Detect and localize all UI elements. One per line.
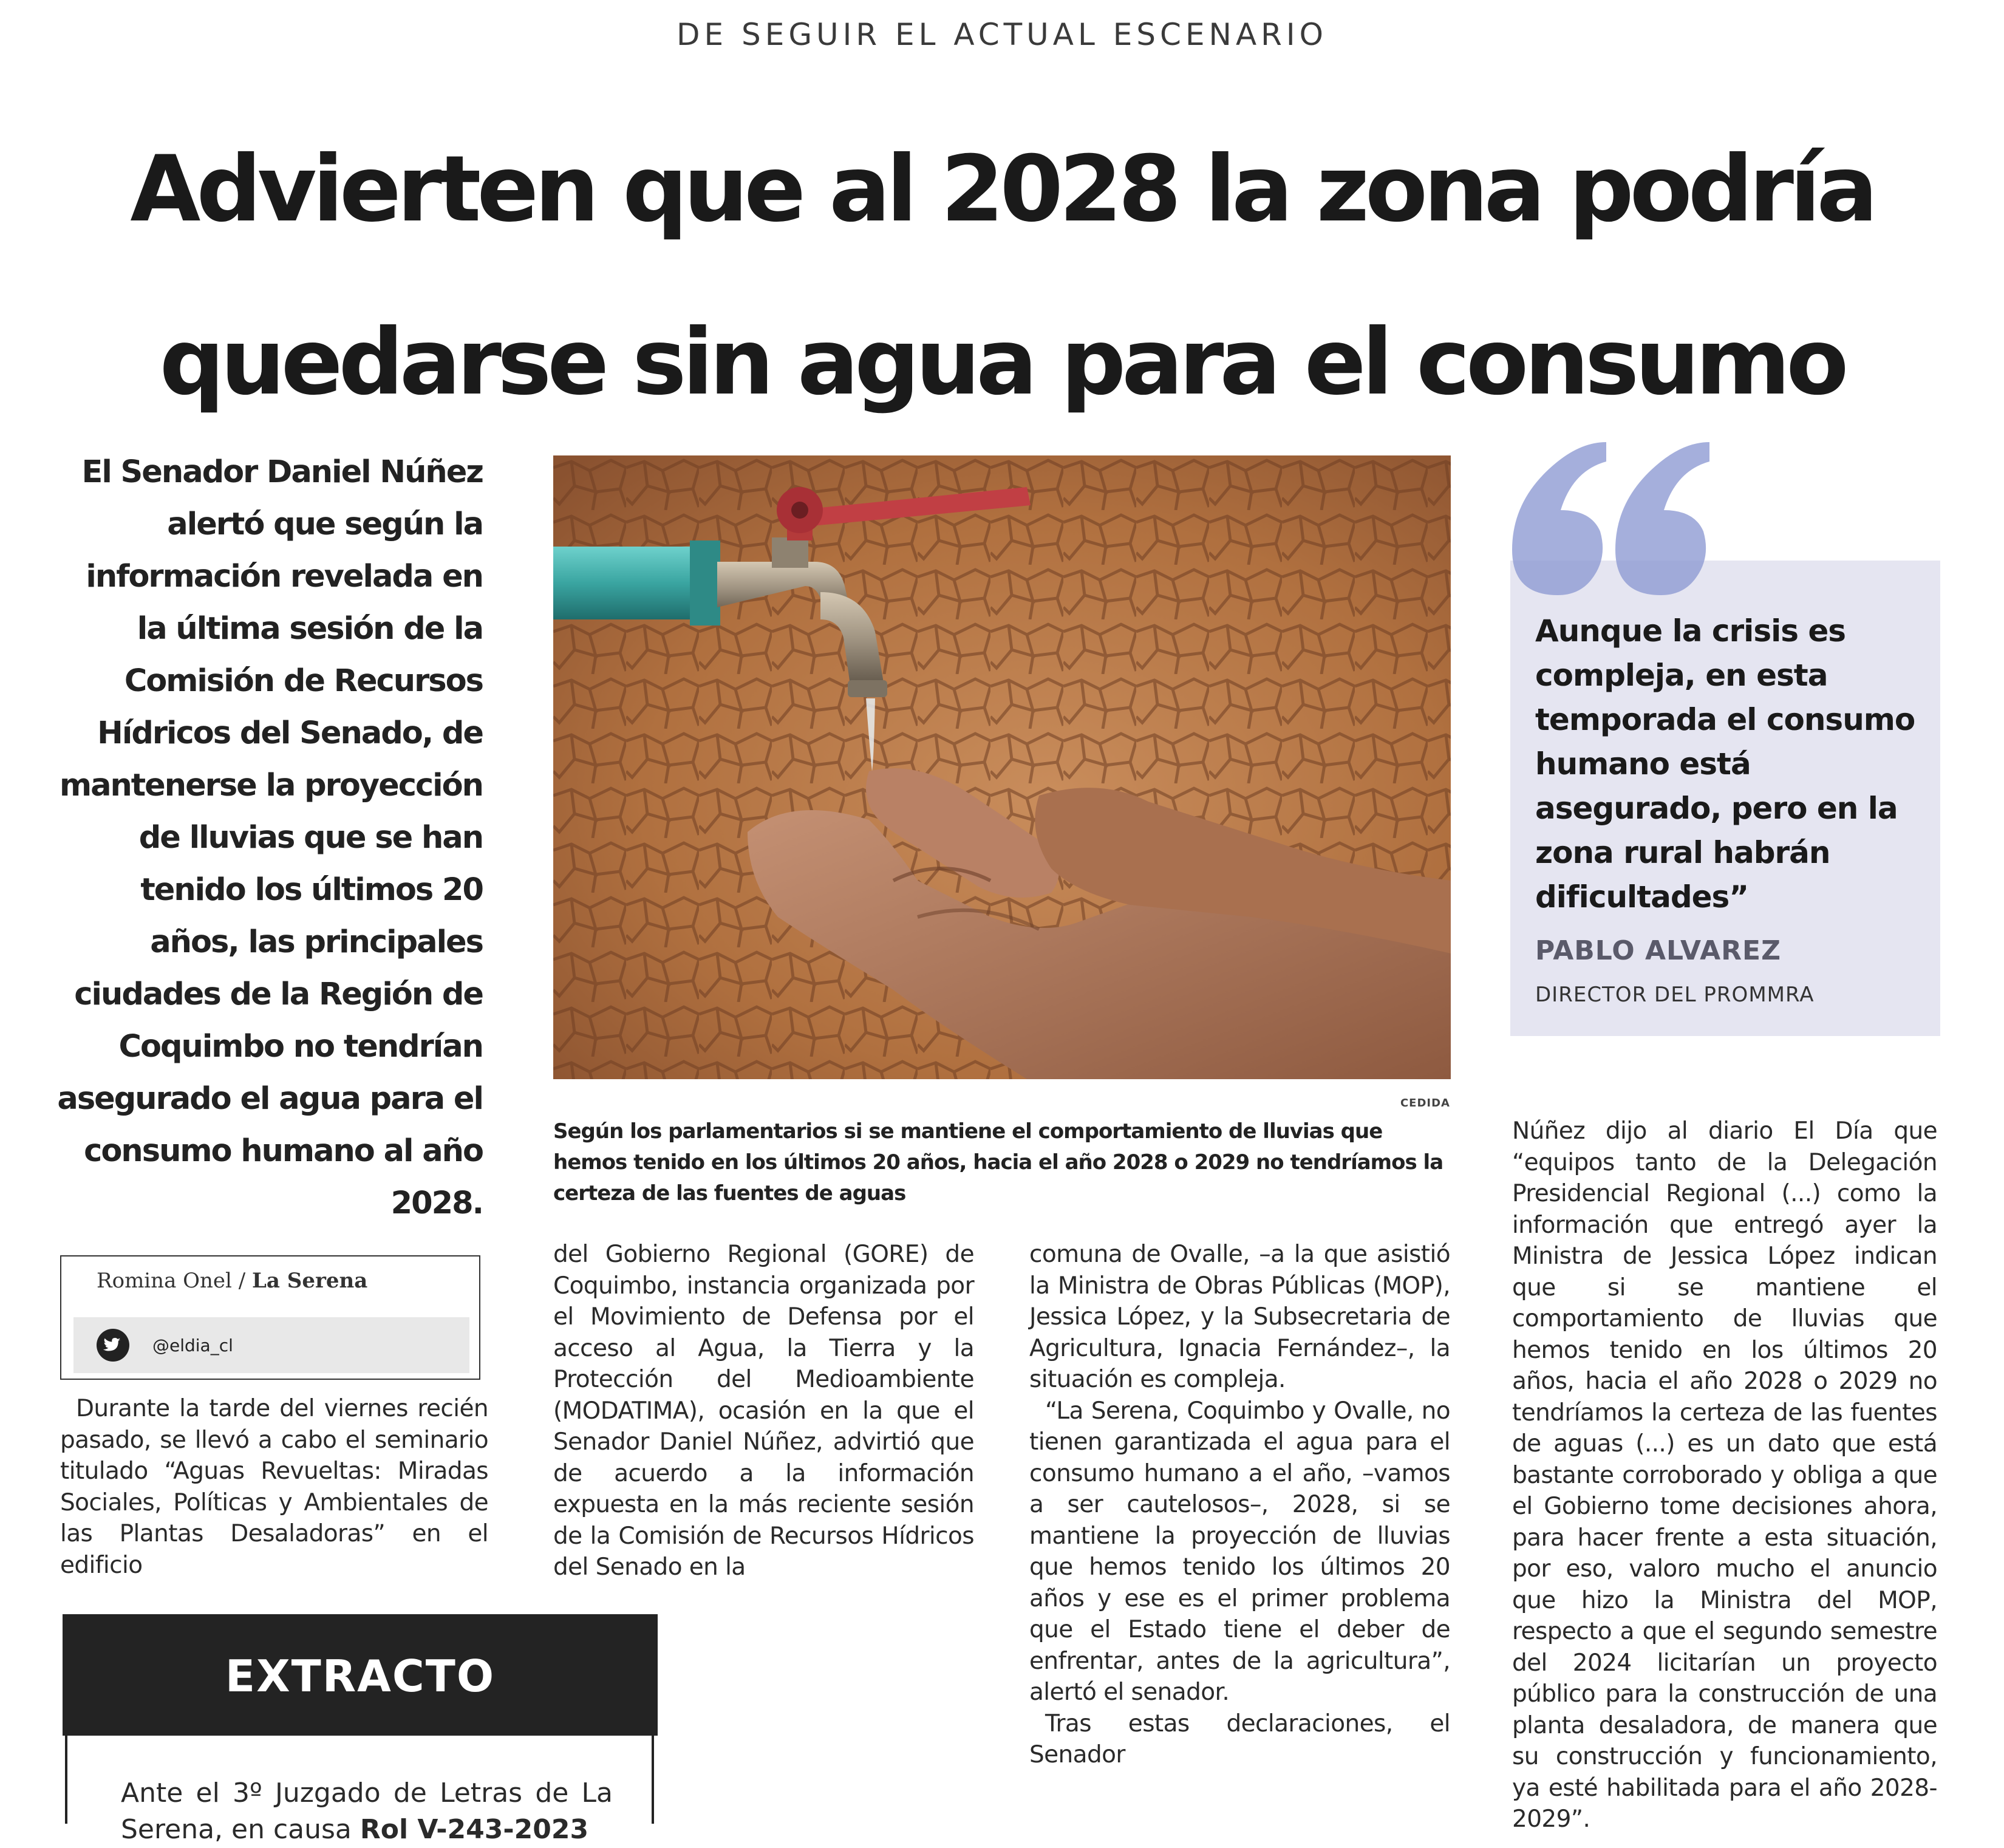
social-handle[interactable]: @eldia_cl [152,1335,233,1355]
body-paragraph: Núñez dijo al diario El Día que “equipos tanto de la Delegación Presidencial Regional (...) como la información que entregó ayer la Ministra de Jessica López indican que si se mantiene el comportamiento de lluvias que hemos tenido en los últimos 20 años, hacia el año 2028 o 2029 no tendríamos la certeza de las fuentes de aguas (...) es un dato que está bastante corroborado y obliga a que el Gobierno tome decisiones ahora, para hacer frente a esta situación, por eso, valoro mucho el anuncio que hizo la Ministra del MOP, respecto a que el segundo semestre del 2024 licitarían un proyecto público para la construcción de una planta desaladora, de manera que su construcción y funcionamiento, ya esté habilitada para el año 2028-2029”. [1512,1117,1937,1833]
pull-quote-role: DIRECTOR DEL PROMMRA [1535,983,1815,1007]
byline-author-name: Romina Onel / [97,1269,246,1293]
body-paragraph: “La Serena, Coquimbo y Ovalle, no tienen garantizada el agua para el consumo humano a el año, –vamos a ser cautelosos–, 2028, si se mantiene la proyección de lluvias que hemos tenido los últimos 20 años y ese es el primer problema que el Estado tiene el deber de enfrentar, antes de la agricultura”, alertó el senador. [1029,1397,1450,1706]
body-paragraph: comuna de Ovalle, –a la que asistió la Ministra de Obras Públicas (MOP), Jessica López, y la Subsecretaria de Agricultura, Ignacia Fernández–, la situación es compleja. [1029,1241,1450,1393]
byline-location: La Serena [252,1269,368,1293]
body-column-4 [1512,1116,1937,1835]
body-column-1 [60,1393,488,1581]
quote-mark-icon [1500,419,1719,601]
faucet-hands-illustration [553,455,1451,1079]
extract-body [65,1736,654,1845]
body-column-2 [553,1239,974,1583]
byline-social-bar[interactable] [73,1317,469,1373]
twitter-icon[interactable] [97,1329,129,1362]
extract-text [121,1775,613,1848]
byline-author [97,1269,367,1293]
article-photo [553,455,1451,1079]
headline-line-2: quedarse sin agua para el consumo [159,310,1845,415]
pull-quote-name: PABLO ALVAREZ [1535,935,1781,966]
body-paragraph: del Gobierno Regional (GORE) de Coquimbo, instancia organizada por el Movimiento de Defensa por el acceso al Agua, la Tierra y la Protección del Medioambiente (MODATIMA), ocasión en la que el Senador Daniel Núñez, advirtió que de acuerdo a la información expuesta en la más reciente sesión de la Comisión de Recursos Hídricos del Senado en la [553,1241,974,1581]
extract-text-start: Ante el 3º Juzgado de Letras de La Serena, en causa [121,1778,613,1845]
byline-box [60,1255,480,1380]
kicker: DE SEGUIR EL ACTUAL ESCENARIO [677,17,1327,52]
headline-line-1: Advierten que al 2028 la zona podría [130,137,1874,242]
body-column-3 [1029,1239,1450,1771]
pull-quote-text: Aunque la crisis es compleja, en esta temporada el consumo humano está asegurado, pero en la zona rural habrán dificultades” [1535,613,1915,915]
body-paragraph: Tras estas declaraciones, el Senador [1029,1710,1450,1768]
lede-paragraph: El Senador Daniel Núñez alertó que según la información revelada en la última sesión de la Comisión de Recursos Hídricos del Senado, de mantenerse la proyección de lluvias que se han tenido los últimos 20 años, las principales ciudades de la Región de Coquimbo no tendrían asegurado el agua para el consumo humano al año 2028. [57,454,483,1221]
extract-case-number: Rol V-243-2023 [360,1814,589,1845]
photo-credit: CEDIDA [1400,1097,1450,1110]
extract-box [63,1614,658,1845]
body-paragraph: Durante la tarde del viernes recién pasado, se llevó a cabo el seminario titulado “Aguas Revueltas: Miradas Sociales, Políticas y Ambientales de las Plantas Desaladoras” en el edificio [60,1395,488,1579]
photo-caption: Según los parlamentarios si se mantiene el comportamiento de lluvias que hemos tenido en los últimos 20 años, hacia el año 2028 o 2029 no tendríamos la certeza de las fuentes de aguas [553,1119,1443,1205]
extract-header [63,1614,658,1736]
extract-title: EXTRACTO [225,1651,496,1702]
